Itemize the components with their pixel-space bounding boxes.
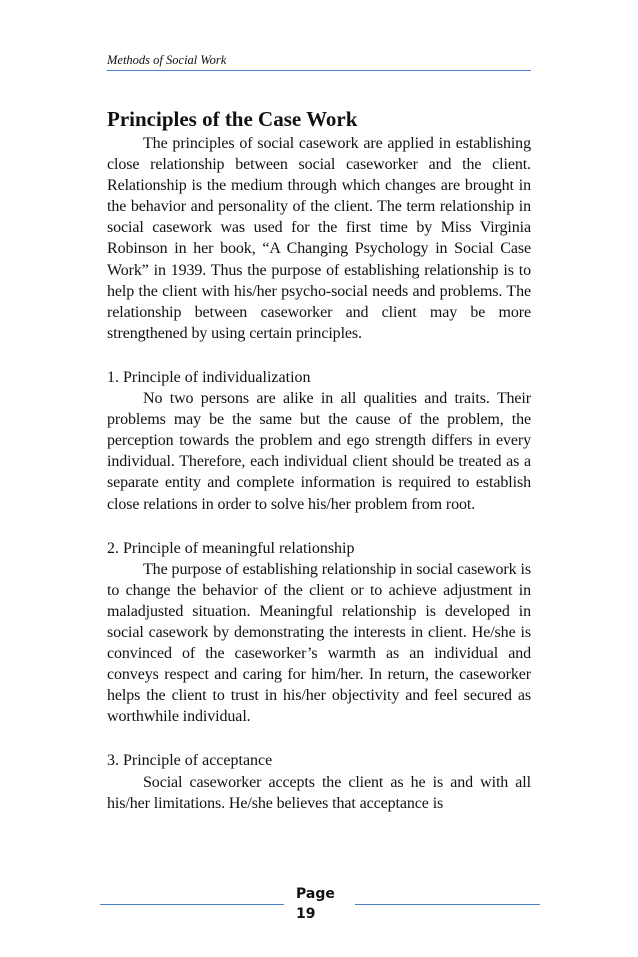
principle-heading-acceptance: 3. Principle of acceptance (107, 752, 273, 770)
principle-text-individualization: No two persons are alike in all qualities and traits. Their problems may be the same but the cause of the problem, the perception towards the problem and ego strength differs in every individual. Therefore, each individual client should be treated as a separate entity and complete information is required to establish close relations in order to solve his/her problem from root. (107, 390, 531, 513)
page-footer (100, 884, 540, 928)
page-number-block (296, 884, 346, 924)
running-header (107, 52, 531, 71)
principle-text-acceptance: Social caseworker accepts the client as he is and with all his/her limitations. He/she believes that acceptance is (107, 773, 531, 812)
running-header-title: Methods of Social Work (107, 53, 227, 67)
principle-heading-individualization: 1. Principle of individualization (107, 368, 311, 386)
page-label: Page (296, 886, 335, 902)
footer-rule-left (100, 904, 284, 905)
footer-rule-right (355, 904, 540, 905)
page-content (107, 106, 531, 814)
principle-heading-meaningful-relationship: 2. Principle of meaningful relationship (107, 539, 355, 557)
principle-text-meaningful-relationship: The purpose of establishing relationship in social casework is to change the behavior of the client or to achieve adjustment in maladjusted situation. Meaningful relationship is developed in social casework by demonstrating the interests in client. He/she is convinced of the caseworker’s warmth as an individual and conveys respect and caring for him/her. In return, the caseworker helps the client to trust in his/her objectivity and feel secured as worthwhile individual. (107, 560, 531, 726)
intro-paragraph: The principles of social casework are applied in establishing close relationship between social caseworker and the client. Relationship is the medium through which changes are brought in the behavior and personality of the client. The term relationship in social casework was used for the first time by Miss Virginia Robinson in her book, “A Changing Psychology in Social Case Work” in 1939. Thus the purpose of establishing relationship is to help the client with his/her psycho-social needs and problems. The relationship between caseworker and client may be more strengthened by using certain principles. (107, 135, 531, 342)
page-number: 19 (296, 906, 316, 922)
section-title: Principles of the Case Work (107, 107, 358, 131)
